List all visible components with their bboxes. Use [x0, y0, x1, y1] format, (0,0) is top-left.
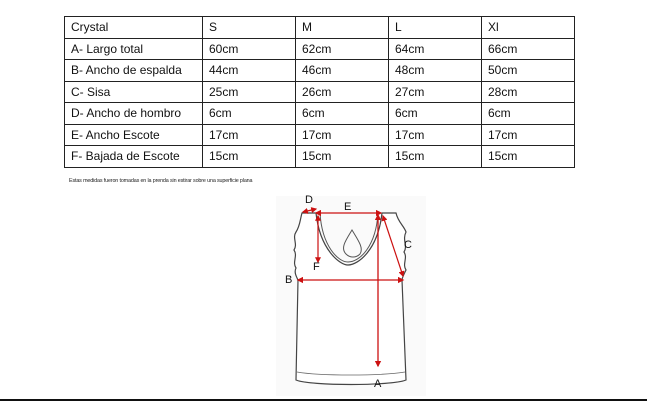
- measure-name: F- Bajada de Escote: [65, 146, 203, 168]
- table-cell: 46cm: [296, 60, 389, 82]
- label-c: C: [404, 239, 412, 251]
- measure-line-d: [303, 209, 316, 212]
- header-cell-l: L: [389, 17, 482, 39]
- table-cell: 6cm: [482, 103, 575, 125]
- label-d: D: [305, 194, 313, 206]
- table-cell: 17cm: [482, 124, 575, 146]
- measure-name: D- Ancho de hombro: [65, 103, 203, 125]
- label-e: E: [344, 201, 352, 213]
- header-cell-m: M: [296, 17, 389, 39]
- table-cell: 17cm: [389, 124, 482, 146]
- table-cell: 62cm: [296, 38, 389, 60]
- label-b: B: [285, 274, 293, 286]
- tank-top-outline: [294, 213, 406, 385]
- label-f: F: [313, 261, 320, 273]
- keyhole-outline: [344, 230, 362, 257]
- measure-name: A- Largo total: [65, 38, 203, 60]
- header-cell-xl: Xl: [482, 17, 575, 39]
- table-cell: 15cm: [296, 146, 389, 168]
- measure-name: B- Ancho de espalda: [65, 60, 203, 82]
- table-cell: 6cm: [203, 103, 296, 125]
- table-cell: 60cm: [203, 38, 296, 60]
- table-cell: 6cm: [296, 103, 389, 125]
- table-cell: 6cm: [389, 103, 482, 125]
- table-cell: 66cm: [482, 38, 575, 60]
- table-cell: 26cm: [296, 81, 389, 103]
- header-cell-s: S: [203, 17, 296, 39]
- measure-name: E- Ancho Escote: [65, 124, 203, 146]
- table-cell: 48cm: [389, 60, 482, 82]
- header-cell-model: Crystal: [65, 17, 203, 39]
- table-cell: 25cm: [203, 81, 296, 103]
- table-cell: 15cm: [389, 146, 482, 168]
- page-divider: [0, 399, 647, 401]
- table-cell: 64cm: [389, 38, 482, 60]
- table-cell: 50cm: [482, 60, 575, 82]
- table-cell: 44cm: [203, 60, 296, 82]
- measure-name: C- Sisa: [65, 81, 203, 103]
- table-cell: 15cm: [482, 146, 575, 168]
- label-a: A: [374, 378, 382, 390]
- table-cell: 17cm: [203, 124, 296, 146]
- table-cell: 28cm: [482, 81, 575, 103]
- measurement-note: Estas medidas fueron tomadas en la prenda sin estirar sobre una superficie plana: [69, 178, 253, 184]
- table-cell: 17cm: [296, 124, 389, 146]
- table-cell: 27cm: [389, 81, 482, 103]
- table-cell: 15cm: [203, 146, 296, 168]
